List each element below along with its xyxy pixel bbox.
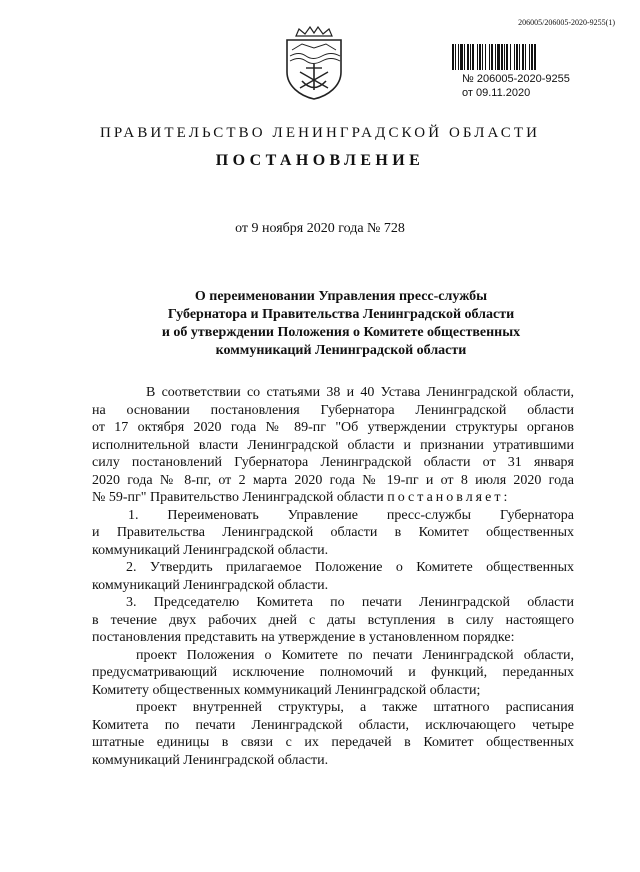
item-1-line: коммуникаций Ленинградской области. <box>92 542 329 558</box>
title-line: О переименовании Управления пресс-службы <box>194 289 488 304</box>
registration-block <box>462 72 570 100</box>
sub-item-1-line: Комитету общественных коммуникаций Ленинградской области; <box>92 682 481 698</box>
registration-date: от 09.11.2020 <box>462 87 531 99</box>
sub-item-2-line: проект внутренней структуры, а также штатного расписания <box>136 700 574 715</box>
preamble-line: 2020 года № 8-пг, от 2 марта 2020 года № 19-пг и от 8 июля 2020 года <box>92 472 574 488</box>
title-line: Губернатора и Правительства Ленинградской области <box>167 307 515 322</box>
item-3-line: в течение двух рабочих дней с даты вступления в силу настоящего <box>92 612 574 628</box>
registration-number: № 206005-2020-9255 <box>462 73 570 85</box>
preamble-line: исполнительной власти Ленинградской области и признании утратившими <box>92 437 574 453</box>
item-2-line: 2. Утвердить прилагаемое Положение о Комитете общественных <box>126 560 574 575</box>
item-2-line: коммуникаций Ленинградской области. <box>92 577 329 593</box>
preamble-line: от 17 октября 2020 года № 89-пг "Об утверждении структуры органов <box>92 420 574 435</box>
sub-item-2-line: Комитета по печати Ленинградской области, исключающего четыре <box>92 717 574 733</box>
preamble-line: на основании постановления Губернатора Ленинградской области <box>92 402 574 418</box>
item-3-line: постановления представить на утверждение в установленном порядке: <box>92 630 515 645</box>
title-line: и об утверждении Положения о Комитете общественных <box>161 325 521 340</box>
sub-item-1-line: предусматривающий исключение полномочий и функций, переданных <box>92 665 574 680</box>
title-line: коммуникаций Ленинградской области <box>215 343 467 358</box>
sub-item-2-line: штатные единицы в связи с их передачей в Комитет общественных <box>92 735 574 750</box>
preamble-last-line <box>92 489 574 507</box>
item-1-line: 1. Переименовать Управление пресс-службы Губернатора <box>128 507 574 523</box>
preamble-line: № 59-пг" Правительство Ленинградской области <box>92 490 384 505</box>
preamble-line: силу постановлений Губернатора Ленинградской области от 31 января <box>92 455 574 470</box>
decree-body <box>92 384 574 769</box>
coat-of-arms-emblem <box>284 26 344 100</box>
sub-item-2-line: коммуникаций Ленинградской области. <box>92 752 329 768</box>
document-type-heading: ПОСТАНОВЛЕНИЕ <box>215 152 425 169</box>
decree-title <box>100 288 582 360</box>
decree-date-number: от 9 ноября 2020 года № 728 <box>235 221 405 236</box>
sub-item-1-line: проект Положения о Комитете по печати Ленинградской области, <box>136 647 574 663</box>
item-1-line: и Правительства Ленинградской области в Комитет общественных <box>92 525 574 540</box>
item-3-line: 3. Председателю Комитета по печати Ленинградской области <box>126 595 574 610</box>
barcode <box>452 44 564 70</box>
decides-word: постановляет: <box>387 490 511 505</box>
preamble-line: В соответствии со статьями 38 и 40 Устава Ленинградской области, <box>146 385 574 400</box>
document-id: 206005/206005-2020-9255(1) <box>518 18 615 27</box>
government-heading: ПРАВИТЕЛЬСТВО ЛЕНИНГРАДСКОЙ ОБЛАСТИ <box>99 125 541 141</box>
